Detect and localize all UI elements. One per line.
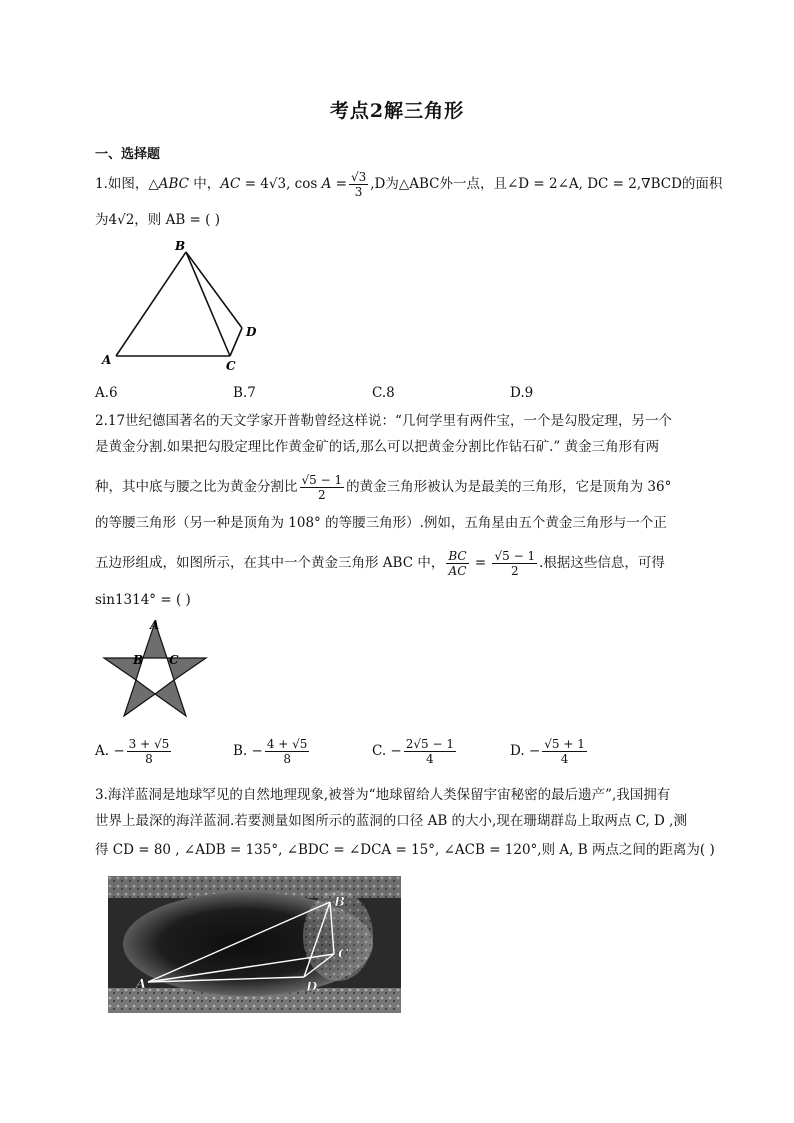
label-b: B [334, 895, 345, 910]
q2-line2: 是黄金分割.如果把勾股定理比作黄金矿的话,那么可以把黄金分割比作钻石矿.” 黄金三角形有两 [95, 439, 660, 455]
option-prefix: D. − [510, 743, 541, 759]
q1-text: ∇BCD [641, 176, 682, 192]
option-fraction [404, 737, 456, 766]
label-a: A [102, 353, 112, 367]
option-fraction [542, 737, 587, 766]
fraction-numerator: √3 [350, 170, 367, 184]
label-c: C [338, 947, 349, 962]
q1-text: = 4√3, cos [240, 176, 322, 192]
label-c: C [169, 653, 179, 667]
option-prefix: B. − [233, 743, 263, 759]
q2-line6: sin1314° = ( ) [95, 592, 191, 608]
fraction-denominator: 2 [317, 488, 326, 502]
q1-text: 1.如图，△ [95, 176, 159, 192]
option-prefix: A. − [95, 743, 125, 759]
q2-line4: 的等腰三角形（另一种是顶角为 108° 的等腰三角形）.例如，五角星由五个黄金三角形与一个正 [95, 515, 667, 531]
q2-line5 [95, 549, 665, 578]
q1-text: ABC [158, 176, 190, 192]
q1-option-c[interactable]: C.8 [372, 385, 395, 401]
fraction-denominator: 3 [354, 185, 363, 199]
q1-triangle-figure [100, 236, 270, 376]
q2-text: 的黄金三角形被认为是最美的三角形，它是顶角为 36° [346, 479, 672, 495]
q1-line1 [95, 170, 722, 199]
q2-text: 五边形组成，如图所示，在其中一个黄金三角形 ABC 中， [95, 555, 445, 571]
q2-text: 种，其中底与腰之比为黄金分割比 [95, 479, 298, 495]
q2-option-a[interactable] [95, 737, 173, 766]
fraction-denominator: 8 [145, 752, 153, 766]
segment-dc [230, 328, 242, 356]
label-a: A [150, 618, 160, 632]
label-d: D [246, 325, 257, 339]
fraction-numerator: 3 + √5 [128, 737, 170, 751]
q2-star-figure [100, 616, 210, 720]
q1-text: 中， [189, 176, 221, 192]
q3-line1: 3.海洋蓝洞是地球罕见的自然地理现象,被誉为“地球留给人类保留宇宙秘密的最后遗产”,我国拥有 [95, 787, 671, 803]
q2-text: .根据这些信息，可得 [539, 555, 665, 571]
label-c: C [226, 359, 236, 373]
q2-line3 [95, 473, 671, 502]
q3-blue-hole-photo [108, 876, 401, 1013]
option-prefix: C. − [372, 743, 402, 759]
q3-line3: 得 CD = 80 , ∠ADB = 135°, ∠BDC = ∠DCA = 15°, ∠ACB = 120°,则 A, B 两点之间的距离为( ) [95, 842, 715, 858]
q2-line1: 2.17世纪德国著名的天文学家开普勒曾经这样说：“几何学里有两件宝，一个是勾股定理，另一个 [95, 413, 672, 429]
fraction-denominator: 2 [510, 564, 519, 578]
label-d: D [306, 980, 318, 995]
fraction-denominator: 4 [560, 752, 569, 766]
label-b: B [133, 653, 144, 667]
label-a: A [136, 977, 147, 992]
q1-text: AC [220, 176, 241, 192]
q3-line2: 世界上最深的海洋蓝洞.若要测量如图所示的蓝洞的口径 AB 的大小,现在珊瑚群岛上取两点 C, D ,测 [95, 813, 687, 829]
label-b: B [175, 239, 186, 253]
q2-option-b[interactable] [233, 737, 311, 766]
fraction-numerator: BC [448, 549, 467, 563]
q2-fraction-bc-ac [446, 549, 468, 578]
fraction-numerator: 4 + √5 [266, 737, 308, 751]
fraction-numerator: 2√5 − 1 [405, 737, 454, 751]
segment-ab [116, 252, 186, 356]
fraction-numerator: √5 + 1 [544, 737, 585, 751]
q1-text: 的面积 [681, 176, 723, 192]
q2-option-c[interactable] [372, 737, 458, 766]
q1-option-d[interactable]: D.9 [510, 385, 534, 401]
q1-line2: 为4√2，则 AB = ( ) [95, 212, 220, 228]
option-fraction [127, 737, 172, 766]
q1-option-b[interactable]: B.7 [233, 385, 256, 401]
fraction-denominator: 8 [283, 752, 291, 766]
q2-text: = [470, 555, 491, 571]
q1-text: ,D为△ABC外一点，且∠D = 2∠A, DC = 2, [370, 176, 642, 192]
q1-fraction [349, 170, 368, 199]
q2-fraction-golden [300, 473, 345, 502]
fraction-denominator: 4 [426, 752, 434, 766]
fraction-numerator: √5 − 1 [301, 473, 343, 487]
q1-option-a[interactable]: A.6 [95, 385, 118, 401]
q2-fraction-ratio [492, 549, 537, 578]
option-fraction [265, 737, 310, 766]
fraction-denominator: AC [448, 564, 467, 578]
q2-option-d[interactable] [510, 737, 589, 766]
q1-text: = [331, 176, 347, 192]
fraction-numerator: √5 − 1 [494, 549, 536, 563]
section-heading: 一、选择题 [95, 147, 161, 162]
q1-text: A [321, 176, 332, 192]
page-title: 考点2解三角形 [329, 100, 465, 122]
